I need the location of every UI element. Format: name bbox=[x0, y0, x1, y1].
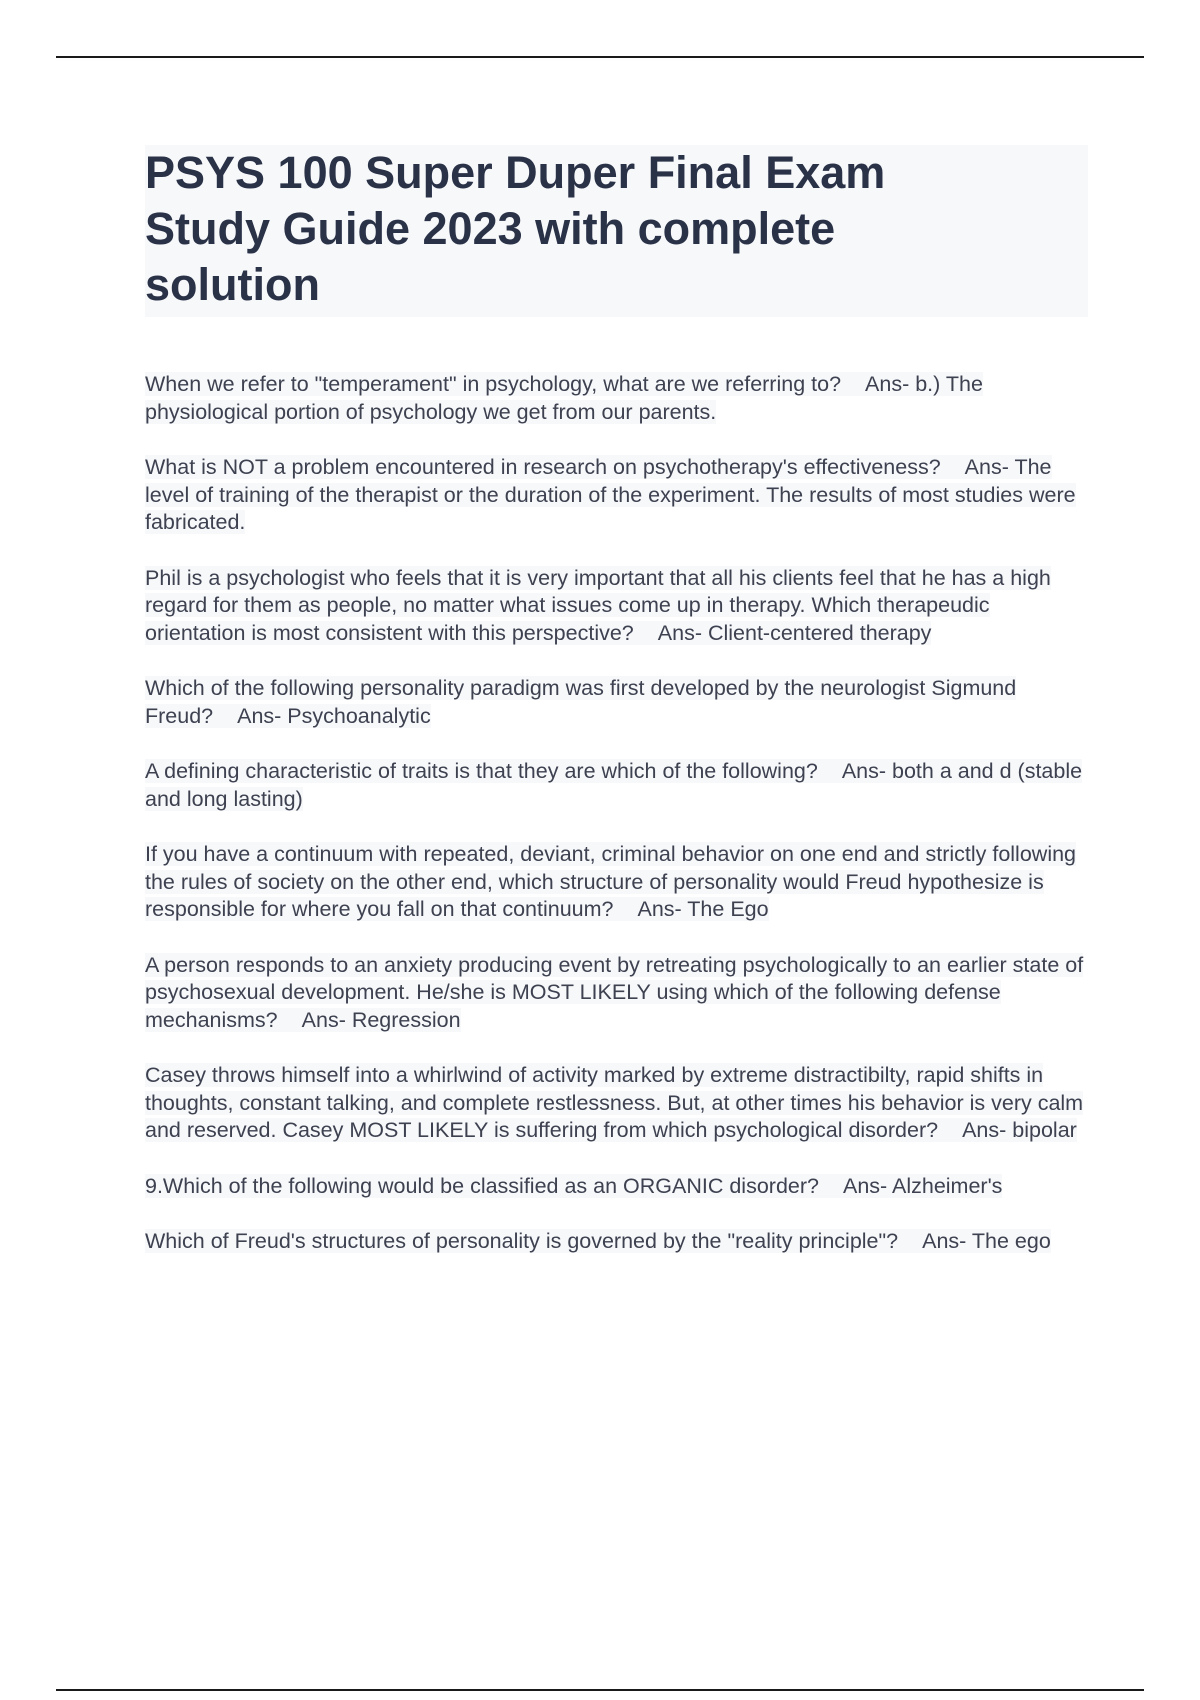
question-text: Casey throws himself into a whirlwind of activity marked by extreme distractibilty, rapid shifts in thoughts, constant talking, and complete restlessness. But, at other times his behavior is very calm and reserved. Casey MOST LIKELY is suffering from which psychological disorder? bbox=[145, 1063, 1084, 1142]
qa-item bbox=[145, 758, 1088, 813]
qa-list bbox=[145, 371, 1088, 1256]
question-text: Which of Freud's structures of personality is governed by the "reality principle"? bbox=[145, 1229, 899, 1253]
qa-item bbox=[145, 371, 1088, 426]
question-text: A person responds to an anxiety producing event by retreating psychologically to an earlier state of psychosexual development. He/she is MOST LIKELY using which of the following defense mechanisms? bbox=[145, 952, 1084, 1032]
document-page bbox=[145, 145, 1088, 1284]
question-text: When we refer to "temperament" in psychology, what are we referring to? bbox=[145, 372, 842, 396]
qa-item bbox=[145, 675, 1088, 730]
qa-item bbox=[145, 1228, 1088, 1256]
answer-text: Ans- Client-centered therapy bbox=[657, 620, 932, 645]
qa-item bbox=[145, 841, 1088, 924]
answer-text: Ans- Regression bbox=[301, 1007, 461, 1032]
qa-item bbox=[145, 1062, 1088, 1145]
qa-item bbox=[145, 1173, 1088, 1201]
answer-text: Ans- Psychoanalytic bbox=[237, 703, 431, 728]
question-text: Phil is a psychologist who feels that it is very important that all his clients feel that he has a high regard for them as people, no matter what issues come up in therapy. Which therapeudic orientation is most consistent with this perspective? bbox=[145, 565, 1051, 645]
answer-text: Ans- The Ego bbox=[637, 897, 769, 921]
answer-text: Ans- The ego bbox=[922, 1229, 1051, 1253]
qa-item bbox=[145, 454, 1088, 537]
answer-text: Ans- both a and d (stable and long lasting) bbox=[145, 759, 1083, 811]
qa-item bbox=[145, 952, 1088, 1035]
question-text: 9.Which of the following would be classified as an ORGANIC disorder? bbox=[145, 1173, 819, 1198]
question-text: A defining characteristic of traits is that they are which of the following? bbox=[145, 759, 818, 783]
bottom-rule bbox=[56, 1689, 1144, 1691]
answer-text: Ans- Alzheimer's bbox=[843, 1173, 1003, 1198]
question-text: If you have a continuum with repeated, deviant, criminal behavior on one end and strictly following the rules of society on the other end, which structure of personality would Freud hypothesize is responsible for where you fall on that continuum? bbox=[145, 842, 1077, 921]
answer-text: Ans- b.) The physiological portion of psychology we get from our parents. bbox=[145, 372, 983, 424]
qa-item bbox=[145, 565, 1088, 648]
document-title: PSYS 100 Super Duper Final Exam Study Guide 2023 with complete solution bbox=[145, 147, 886, 310]
title-block bbox=[145, 145, 1088, 317]
question-text: Which of the following personality paradigm was first developed by the neurologist Sigmund Freud? bbox=[145, 676, 1017, 728]
answer-text: Ans- bipolar bbox=[962, 1118, 1077, 1142]
answer-text: Ans- The level of training of the therapist or the duration of the experiment. The results of most studies were fabricated. bbox=[145, 455, 1076, 534]
question-text: What is NOT a problem encountered in research on psychotherapy's effectiveness? bbox=[145, 455, 941, 479]
top-rule bbox=[56, 56, 1144, 58]
